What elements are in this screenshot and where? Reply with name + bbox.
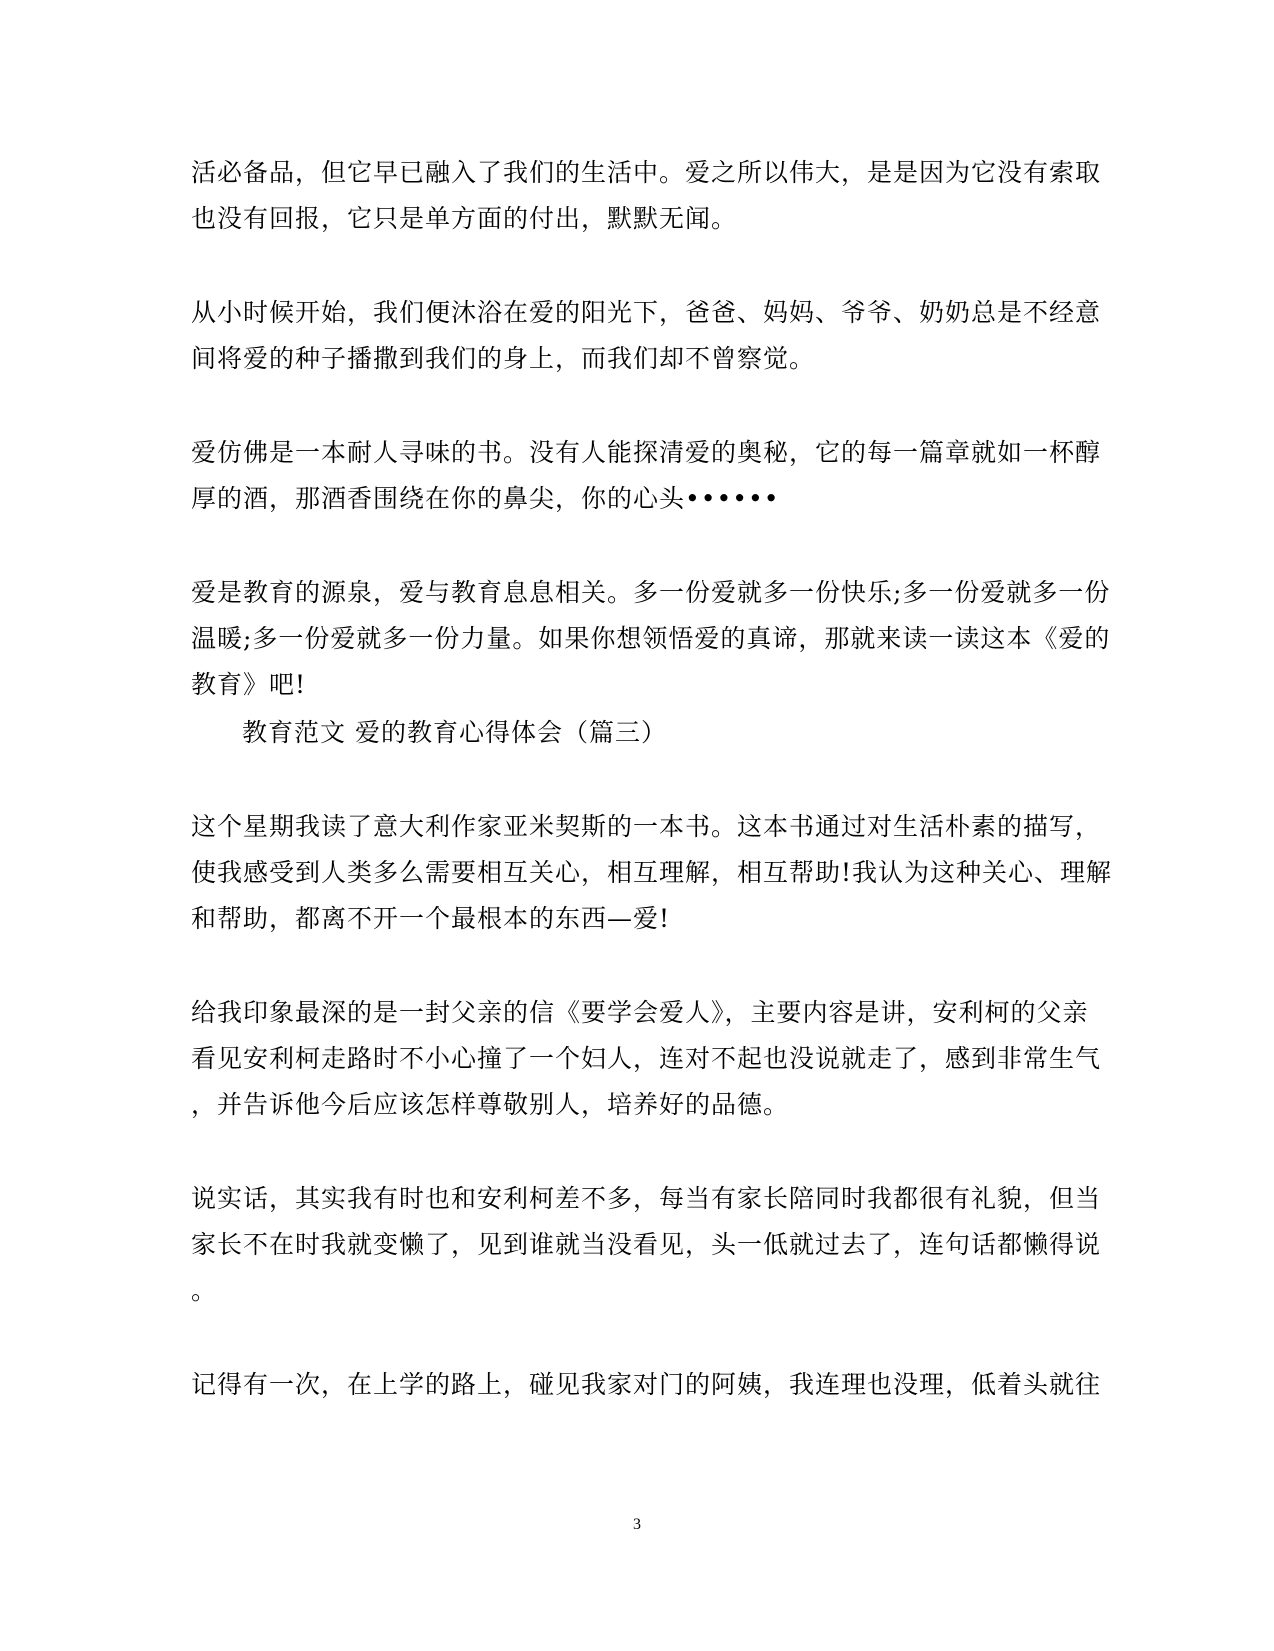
paragraph-line: 温暖;多一份爱就多一份力量。如果你想领悟爱的真谛，那就来读一读这本《爱的 [191,624,1111,653]
paragraph-line: 爱是教育的源泉，爱与教育息息相关。多一份爱就多一份快乐;多一份爱就多一份 [191,578,1111,607]
paragraph-line: 爱仿佛是一本耐人寻味的书。没有人能探清爱的奥秘，它的每一篇章就如一杯醇 [191,438,1102,467]
paragraph-line: 使我感受到人类多么需要相互关心，相互理解，相互帮助!我认为这种关心、理解 [191,858,1113,887]
paragraph-line: 这个星期我读了意大利作家亚米契斯的一本书。这本书通过对生活朴素的描写， [191,812,1102,841]
paragraph-line: 厚的酒，那酒香围绕在你的鼻尖，你的心头•••••• [191,484,780,513]
paragraph-line: 从小时候开始，我们便沐浴在爱的阳光下，爸爸、妈妈、爷爷、奶奶总是不经意 [191,298,1102,327]
paragraph-line: 记得有一次，在上学的路上，碰见我家对门的阿姨，我连理也没理，低着头就往 [191,1370,1102,1399]
paragraph-line: 也没有回报，它只是单方面的付出，默默无闻。 [191,204,738,233]
paragraph-line: 间将爱的种子播撒到我们的身上，而我们却不曾察觉。 [191,344,816,373]
paragraph-line: 。 [191,1276,218,1305]
section-subtitle: 教育范文 爱的教育心得体会（篇三） [242,718,667,747]
paragraph-line: 教育》吧! [191,670,307,699]
paragraph-line: ，并告诉他今后应该怎样尊敬别人，培养好的品德。 [191,1090,790,1119]
page-number: 3 [633,1516,641,1533]
paragraph-line: 看见安利柯走路时不小心撞了一个妇人，连对不起也没说就走了，感到非常生气 [191,1044,1102,1073]
paragraph-line: 给我印象最深的是一封父亲的信《要学会爱人》，主要内容是讲，安利柯的父亲 [191,998,1089,1027]
paragraph-line: 家长不在时我就变懒了，见到谁就当没看见，头一低就过去了，连句话都懒得说 [191,1230,1102,1259]
paragraph-line: 和帮助，都离不开一个最根本的东西—爱! [191,904,671,933]
paragraph-line: 说实话，其实我有时也和安利柯差不多，每当有家长陪同时我都很有礼貌，但当 [191,1184,1102,1213]
paragraph-line: 活必备品，但它早已融入了我们的生活中。爱之所以伟大，是是因为它没有索取 [191,158,1102,187]
